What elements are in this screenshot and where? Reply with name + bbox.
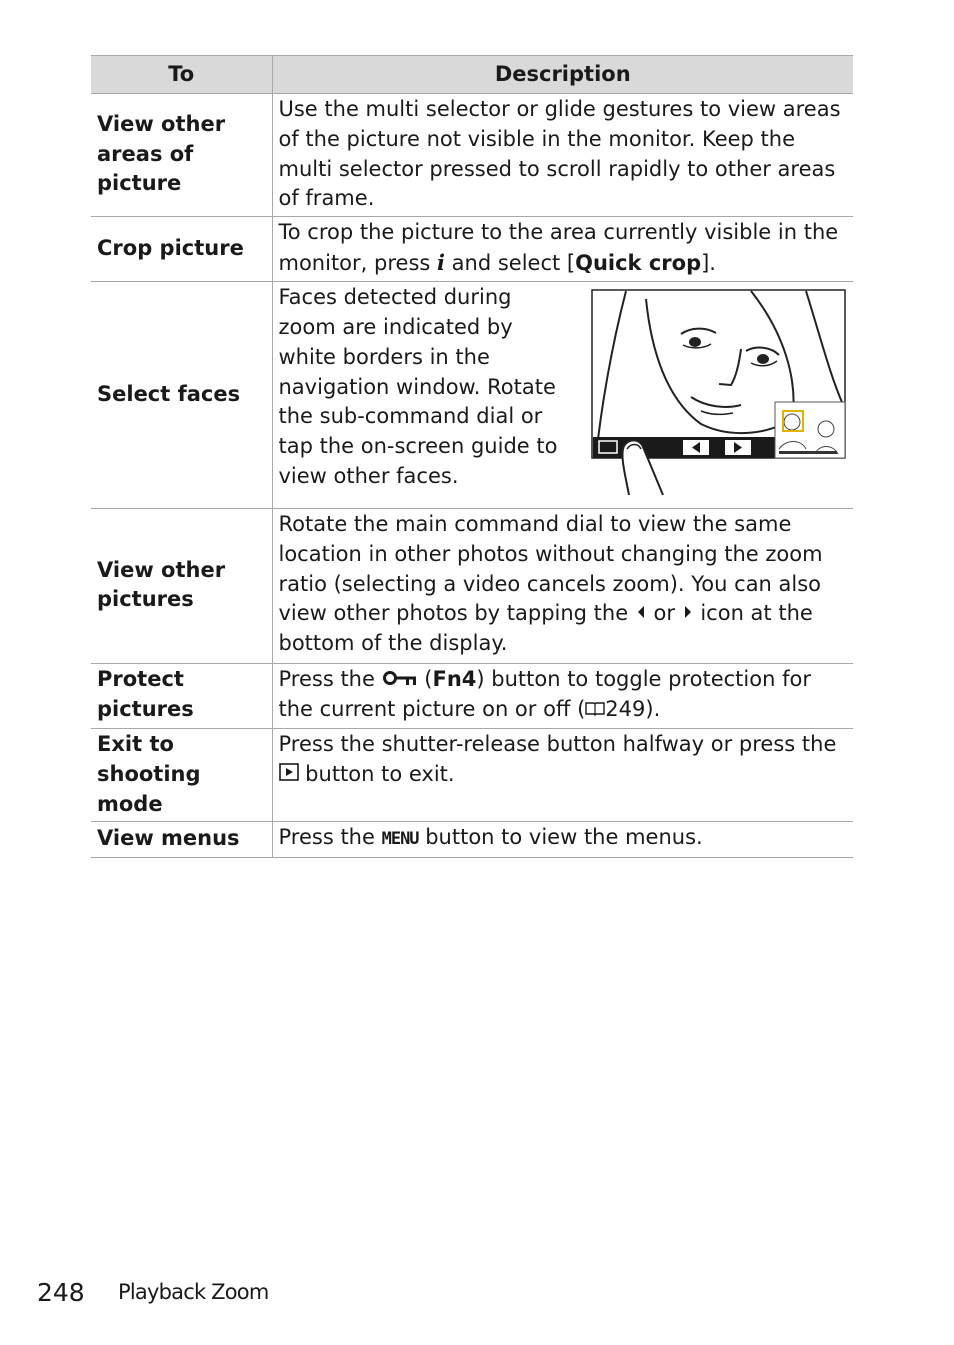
header-to: To xyxy=(91,56,272,94)
table-row xyxy=(91,282,853,509)
table-row xyxy=(91,508,853,663)
row-description: Press the MENU button to view the menus. xyxy=(272,822,853,858)
row-to: Crop picture xyxy=(91,217,272,282)
quick-crop-label: Quick crop xyxy=(575,250,702,275)
table-row xyxy=(91,663,853,728)
row-to: View other areas of picture xyxy=(91,94,272,217)
section-title: Playback Zoom xyxy=(118,1280,269,1304)
row-to: Select faces xyxy=(91,282,272,509)
table-row xyxy=(91,94,853,217)
table-row xyxy=(91,217,853,282)
page-number: 248 xyxy=(37,1278,85,1307)
row-to: View other pictures xyxy=(91,508,272,663)
left-triangle-icon xyxy=(635,599,647,629)
row-to: Protect pictures xyxy=(91,663,272,728)
reference-table xyxy=(91,55,853,858)
table-row xyxy=(91,728,853,821)
row-to: View menus xyxy=(91,822,272,858)
i-button-icon: i xyxy=(437,249,445,275)
table-header-row xyxy=(91,56,853,94)
zoom-illustration xyxy=(591,289,847,506)
row-description: Press the shutter-release button halfway or press the button to exit. xyxy=(272,728,853,821)
fn4-label: Fn4 xyxy=(432,666,477,691)
row-description: To crop the picture to the area currently visible in the monitor, press i and select [Quick crop]. xyxy=(272,217,853,282)
table-row xyxy=(91,822,853,858)
menu-button-label: MENU xyxy=(381,829,419,850)
playback-icon xyxy=(279,760,299,790)
header-description: Description xyxy=(272,56,853,94)
key-icon xyxy=(382,665,418,695)
row-description: Press the (Fn4) button to toggle protection for the current picture on or off ( 249). xyxy=(272,663,853,728)
select-faces-text: Faces detected during zoom are indicated by white borders in the navigation window. Rotate the sub-command dial or tap the on-screen guide to view other faces. xyxy=(278,285,558,488)
right-triangle-icon xyxy=(682,599,694,629)
row-description: Rotate the main command dial to view the same location in other photos without changing the zoom ratio (selecting a video cancels zoom). You can also view other photos by tapping the or icon at the bottom of the display. xyxy=(272,508,853,663)
row-to: Exit to shooting mode xyxy=(91,728,272,821)
row-description: Use the multi selector or glide gestures to view areas of the picture not visible in the monitor. Keep the multi selector pressed to scroll rapidly to other areas of frame. xyxy=(272,94,853,217)
row-description xyxy=(272,282,853,509)
book-icon xyxy=(585,695,605,725)
